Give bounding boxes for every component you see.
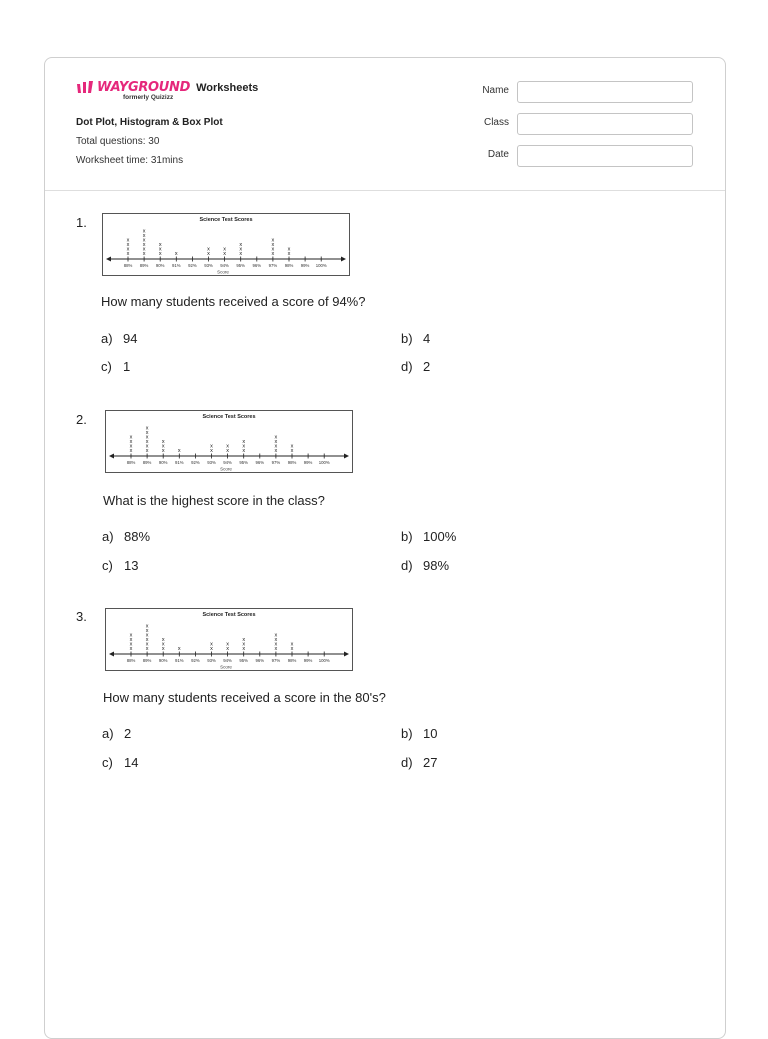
data-point-x: x <box>274 443 278 450</box>
option-text: 13 <box>124 558 139 573</box>
option-a[interactable] <box>101 331 137 346</box>
axis-arrow-left <box>109 454 114 459</box>
x-tick-label: 99% <box>300 263 310 268</box>
chart-title: Science Test Scores <box>202 414 256 420</box>
chart-title: Science Test Scores <box>202 612 256 618</box>
data-point-x: x <box>129 646 133 652</box>
data-point-x: x <box>290 641 294 648</box>
data-point-x: x <box>210 448 213 454</box>
data-point-x: x <box>290 448 294 454</box>
data-point-x: x <box>290 443 294 450</box>
data-point-x: x <box>239 242 243 248</box>
option-letter: d) <box>401 558 413 573</box>
data-point-x: x <box>242 646 246 652</box>
data-point-x: x <box>145 637 149 643</box>
x-tick-label: 91% <box>171 263 181 268</box>
data-point-x: x <box>290 646 294 652</box>
option-letter: b) <box>401 529 413 544</box>
x-tick-label: 94% <box>220 263 229 268</box>
data-point-x: x <box>129 439 133 445</box>
data-point-x: x <box>142 237 146 244</box>
option-text: 2 <box>124 726 132 741</box>
question-text: What is the highest score in the class? <box>103 493 325 508</box>
question-number: 3. <box>76 609 87 624</box>
data-point-x: x <box>158 242 162 248</box>
data-point-x: x <box>158 251 162 257</box>
data-point-x: x <box>161 641 165 648</box>
logo-section-label: Worksheets <box>196 81 259 94</box>
dot-plot-chart <box>105 608 353 671</box>
data-point-x: x <box>210 443 213 450</box>
option-letter: d) <box>401 755 413 770</box>
axis-arrow-left <box>106 257 111 262</box>
x-tick-label: 92% <box>191 460 200 465</box>
option-text: 2 <box>423 359 431 374</box>
data-point-x: x <box>129 434 133 441</box>
data-point-x: x <box>242 641 246 648</box>
data-point-x: x <box>129 448 133 454</box>
x-tick-label: 89% <box>142 460 152 465</box>
option-text: 1 <box>123 359 131 374</box>
data-point-x: x <box>226 646 229 652</box>
question-text: How many students received a score of 94%? <box>101 294 366 309</box>
data-point-x: x <box>145 439 149 445</box>
data-point-x: x <box>126 237 130 244</box>
question-text: How many students received a score in the 80's? <box>103 690 386 705</box>
option-b[interactable] <box>401 529 456 544</box>
x-tick-label: 95% <box>239 460 249 465</box>
data-point-x: x <box>239 251 243 257</box>
x-tick-label: 93% <box>204 263 213 268</box>
total-questions: Total questions: 30 <box>76 136 160 147</box>
data-point-x: x <box>129 637 133 643</box>
data-point-x: x <box>145 430 149 436</box>
data-point-x: x <box>177 646 181 652</box>
axis-arrow-right <box>341 257 346 262</box>
x-tick-label: 100% <box>318 460 330 465</box>
data-point-x: x <box>274 439 278 445</box>
option-letter: c) <box>102 755 113 770</box>
data-point-x: x <box>129 632 133 639</box>
data-point-x: x <box>161 443 165 450</box>
x-tick-label: 99% <box>303 460 313 465</box>
option-text: 88% <box>124 529 151 544</box>
axis-arrow-right <box>344 454 349 459</box>
data-point-x: x <box>145 434 149 441</box>
x-tick-label: 90% <box>158 658 168 663</box>
x-tick-label: 96% <box>255 658 265 663</box>
option-d[interactable] <box>401 359 430 374</box>
x-tick-label: 89% <box>139 263 149 268</box>
data-point-x: x <box>274 448 278 454</box>
option-letter: c) <box>101 359 112 374</box>
x-tick-label: 94% <box>223 460 232 465</box>
option-text: 27 <box>423 755 438 770</box>
data-point-x: x <box>274 434 278 441</box>
axis-arrow-left <box>109 652 114 657</box>
x-tick-label: 99% <box>303 658 313 663</box>
data-point-x: x <box>242 448 246 454</box>
x-axis-label: Score <box>220 664 232 670</box>
data-point-x: x <box>226 641 229 648</box>
data-point-x: x <box>161 646 165 652</box>
data-point-x: x <box>129 641 133 648</box>
option-a[interactable] <box>102 529 150 544</box>
x-tick-label: 98% <box>284 263 294 268</box>
x-tick-label: 91% <box>174 460 184 465</box>
logo-subtitle: formerly Quizizz <box>123 94 174 101</box>
question-number: 1. <box>76 215 87 230</box>
x-axis-label: Score <box>220 466 232 472</box>
data-point-x: x <box>126 251 130 257</box>
data-point-x: x <box>174 251 178 257</box>
data-point-x: x <box>226 448 229 454</box>
data-point-x: x <box>145 632 149 639</box>
x-tick-label: 100% <box>315 263 327 268</box>
x-tick-label: 88% <box>126 658 136 663</box>
data-point-x: x <box>177 448 181 454</box>
data-point-x: x <box>207 246 210 253</box>
option-text: 100% <box>423 529 457 544</box>
data-point-x: x <box>287 246 291 253</box>
wayground-logo-icon <box>76 81 96 95</box>
data-point-x: x <box>210 641 213 648</box>
data-point-x: x <box>145 646 149 652</box>
option-c[interactable] <box>101 359 130 374</box>
option-d[interactable] <box>401 558 449 573</box>
option-c[interactable] <box>102 755 138 770</box>
option-text: 4 <box>423 331 431 346</box>
x-tick-label: 91% <box>174 658 184 663</box>
name-label: Name <box>482 85 509 96</box>
x-tick-label: 98% <box>287 658 297 663</box>
axis-arrow-right <box>344 652 349 657</box>
dot-plot-chart <box>105 410 353 473</box>
option-a[interactable] <box>102 726 131 741</box>
x-tick-label: 90% <box>158 460 168 465</box>
data-point-x: x <box>242 439 246 445</box>
data-point-x: x <box>161 637 165 643</box>
worksheet-title: Dot Plot, Histogram & Box Plot <box>76 117 223 128</box>
data-point-x: x <box>145 448 149 454</box>
data-point-x: x <box>145 425 149 432</box>
data-point-x: x <box>242 637 246 643</box>
data-point-x: x <box>126 246 130 253</box>
data-point-x: x <box>142 233 146 239</box>
worksheet-header <box>45 58 725 191</box>
data-point-x: x <box>145 623 149 630</box>
dot-plot-chart <box>102 213 350 276</box>
data-point-x: x <box>126 242 130 248</box>
data-point-x: x <box>145 628 149 634</box>
x-tick-label: 100% <box>318 658 330 663</box>
data-point-x: x <box>223 251 226 257</box>
x-tick-label: 96% <box>252 263 262 268</box>
data-point-x: x <box>142 242 146 248</box>
option-letter: d) <box>401 359 413 374</box>
x-tick-label: 92% <box>188 263 197 268</box>
option-text: 10 <box>423 726 438 741</box>
data-point-x: x <box>161 439 165 445</box>
name-field[interactable] <box>517 81 693 103</box>
data-point-x: x <box>226 443 229 450</box>
option-letter: b) <box>401 726 413 741</box>
chart-title: Science Test Scores <box>199 217 253 223</box>
option-letter: a) <box>102 529 114 544</box>
data-point-x: x <box>242 443 246 450</box>
logo-wordmark: WAYGROUND <box>97 80 191 95</box>
data-point-x: x <box>129 443 133 450</box>
dot-plot-svg <box>106 609 352 670</box>
option-letter: c) <box>102 558 113 573</box>
x-tick-label: 97% <box>271 658 281 663</box>
x-tick-label: 98% <box>287 460 297 465</box>
worksheet-time: Worksheet time: 31mins <box>76 155 184 166</box>
brand <box>76 80 258 101</box>
x-tick-label: 97% <box>271 460 281 465</box>
dot-plot-svg <box>106 411 352 472</box>
x-tick-label: 88% <box>126 460 136 465</box>
data-point-x: x <box>145 641 149 648</box>
class-label: Class <box>483 117 509 128</box>
dot-plot-svg <box>103 214 349 275</box>
class-field[interactable] <box>517 113 693 135</box>
option-letter: a) <box>102 726 114 741</box>
option-letter: b) <box>401 331 413 346</box>
data-point-x: x <box>287 251 291 257</box>
x-tick-label: 88% <box>123 263 133 268</box>
x-tick-label: 94% <box>223 658 232 663</box>
data-point-x: x <box>239 246 243 253</box>
data-point-x: x <box>207 251 210 257</box>
date-label: Date <box>487 149 509 160</box>
data-point-x: x <box>271 242 275 248</box>
date-field[interactable] <box>517 145 693 167</box>
x-tick-label: 92% <box>191 658 200 663</box>
option-letter: a) <box>101 331 113 346</box>
data-point-x: x <box>223 246 226 253</box>
x-tick-label: 90% <box>155 263 165 268</box>
x-tick-label: 89% <box>142 658 152 663</box>
data-point-x: x <box>158 246 162 253</box>
option-c[interactable] <box>102 558 138 573</box>
data-point-x: x <box>274 646 278 652</box>
question-number: 2. <box>76 412 87 427</box>
data-point-x: x <box>271 237 275 244</box>
worksheet-page <box>44 57 726 1039</box>
x-tick-label: 95% <box>239 658 249 663</box>
option-text: 94 <box>123 331 138 346</box>
option-text: 98% <box>423 558 450 573</box>
x-axis-label: Score <box>217 269 229 275</box>
data-point-x: x <box>145 443 149 450</box>
data-point-x: x <box>274 637 278 643</box>
data-point-x: x <box>274 641 278 648</box>
data-point-x: x <box>274 632 278 639</box>
data-point-x: x <box>142 246 146 253</box>
data-point-x: x <box>210 646 213 652</box>
x-tick-label: 97% <box>268 263 278 268</box>
option-d[interactable] <box>401 755 437 770</box>
data-point-x: x <box>142 251 146 257</box>
x-tick-label: 96% <box>255 460 265 465</box>
data-point-x: x <box>271 251 275 257</box>
option-b[interactable] <box>401 331 430 346</box>
data-point-x: x <box>271 246 275 253</box>
data-point-x: x <box>142 228 146 235</box>
option-text: 14 <box>124 755 139 770</box>
x-tick-label: 95% <box>236 263 246 268</box>
x-tick-label: 93% <box>207 460 216 465</box>
data-point-x: x <box>161 448 165 454</box>
x-tick-label: 93% <box>207 658 216 663</box>
option-b[interactable] <box>401 726 437 741</box>
